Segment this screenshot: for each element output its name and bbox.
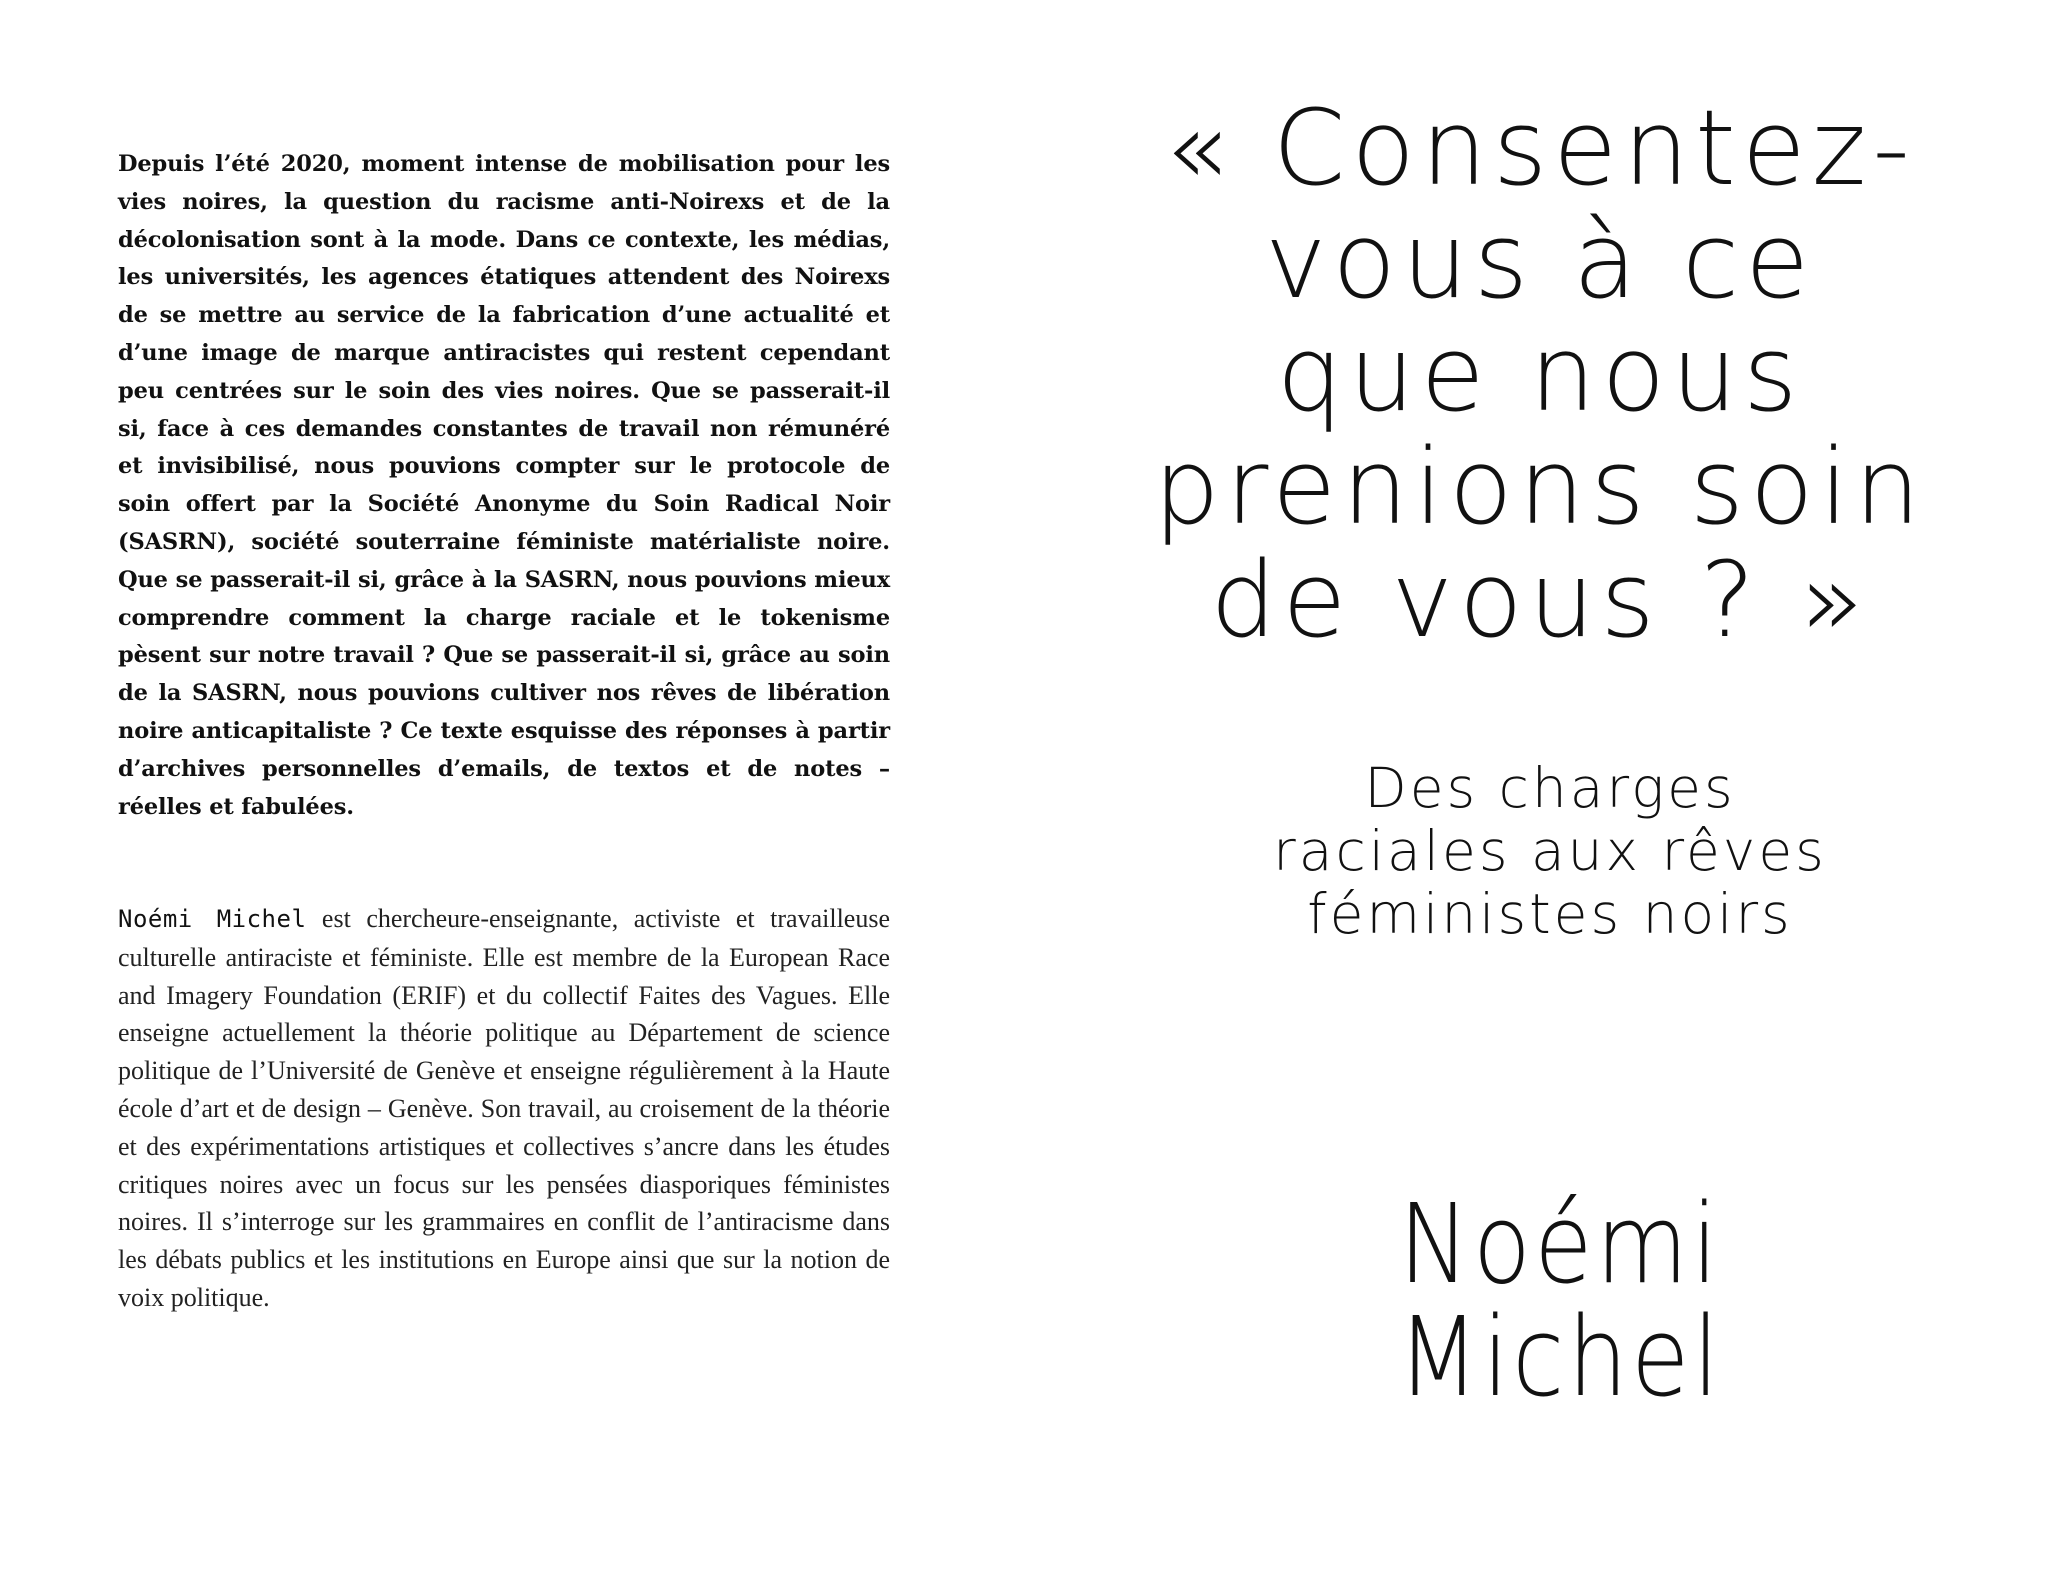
bio-author-name: Noémi Michel xyxy=(118,905,307,933)
title-line: vous à ce xyxy=(1264,200,1816,322)
summary-paragraph: Depuis l’été 2020, moment intense de mobilisation pour les vies noires, la question du racisme anti-Noirexs et de la décolonisation sont à la mode. Dans ce contexte, les médias, les universités, les agences étatiques attendent des Noirexs de se mettre au service de la fabrication d’une actualité et d’une image de marque antiracistes qui restent cependant peu centrées sur le soin des vies noires. Que se passerait-il si, face à ces demandes constantes de travail non rémunéré et invisibilisé, nous pouvions compter sur le protocole de soin offert par la Société Anonyme du Soin Radical Noir (SASRN), société souterraine féministe matérialiste noire. Que se passerait-il si, grâce à la SASRN, nous pouvions mieux comprendre comment la charge raciale et le tokenisme pèsent sur notre travail ? Que se passerait-il si, grâce au soin de la SASRN, nous pouvions cultiver nos rêves de libération noire anticapitaliste ? Ce texte esquisse des réponses à partir d’archives personnelles d’emails, de textos et de notes – réelles et fabulées. xyxy=(118,151,890,820)
subtitle-line: féministes noirs xyxy=(1307,882,1793,946)
book-title xyxy=(1060,87,2020,661)
author-name xyxy=(1293,1180,1826,1421)
book-subtitle xyxy=(1140,757,1960,946)
back-cover xyxy=(0,0,1020,1575)
author-line: Noémi xyxy=(1398,1180,1722,1308)
title-line: prenions soin xyxy=(1153,426,1927,548)
author-line: Michel xyxy=(1397,1293,1723,1421)
front-cover xyxy=(1020,0,2047,1575)
author-bio xyxy=(118,900,890,1317)
subtitle-line: raciales aux rêves xyxy=(1273,819,1827,883)
title-line: de vous ? » xyxy=(1210,539,1870,661)
subtitle-line: Des charges xyxy=(1364,756,1736,820)
title-line: que nous xyxy=(1276,313,1804,435)
bio-text: est chercheure-enseignante, activiste et travailleuse culturelle antiraciste et féministe. Elle est membre de la European Race and Imagery Foundation (ERIF) et du collectif Faites des Vagues. Elle enseigne actuellement la théorie politique au Département de science politique de l’Université de Genève et enseigne régulièrement à la Haute école d’art et de design – Genève. Son travail, au croisement de la théorie et des expérimentations artistiques et collectives s’ancre dans les études critiques noires avec un focus sur les pensées diasporiques féministes noires. Il s’interroge sur les grammaires en conflit de l’antiracisme dans les débats publics et les institutions en Europe ainsi que sur la notion de voix politique. xyxy=(118,904,890,1312)
title-line: « Consentez- xyxy=(1164,87,1916,209)
